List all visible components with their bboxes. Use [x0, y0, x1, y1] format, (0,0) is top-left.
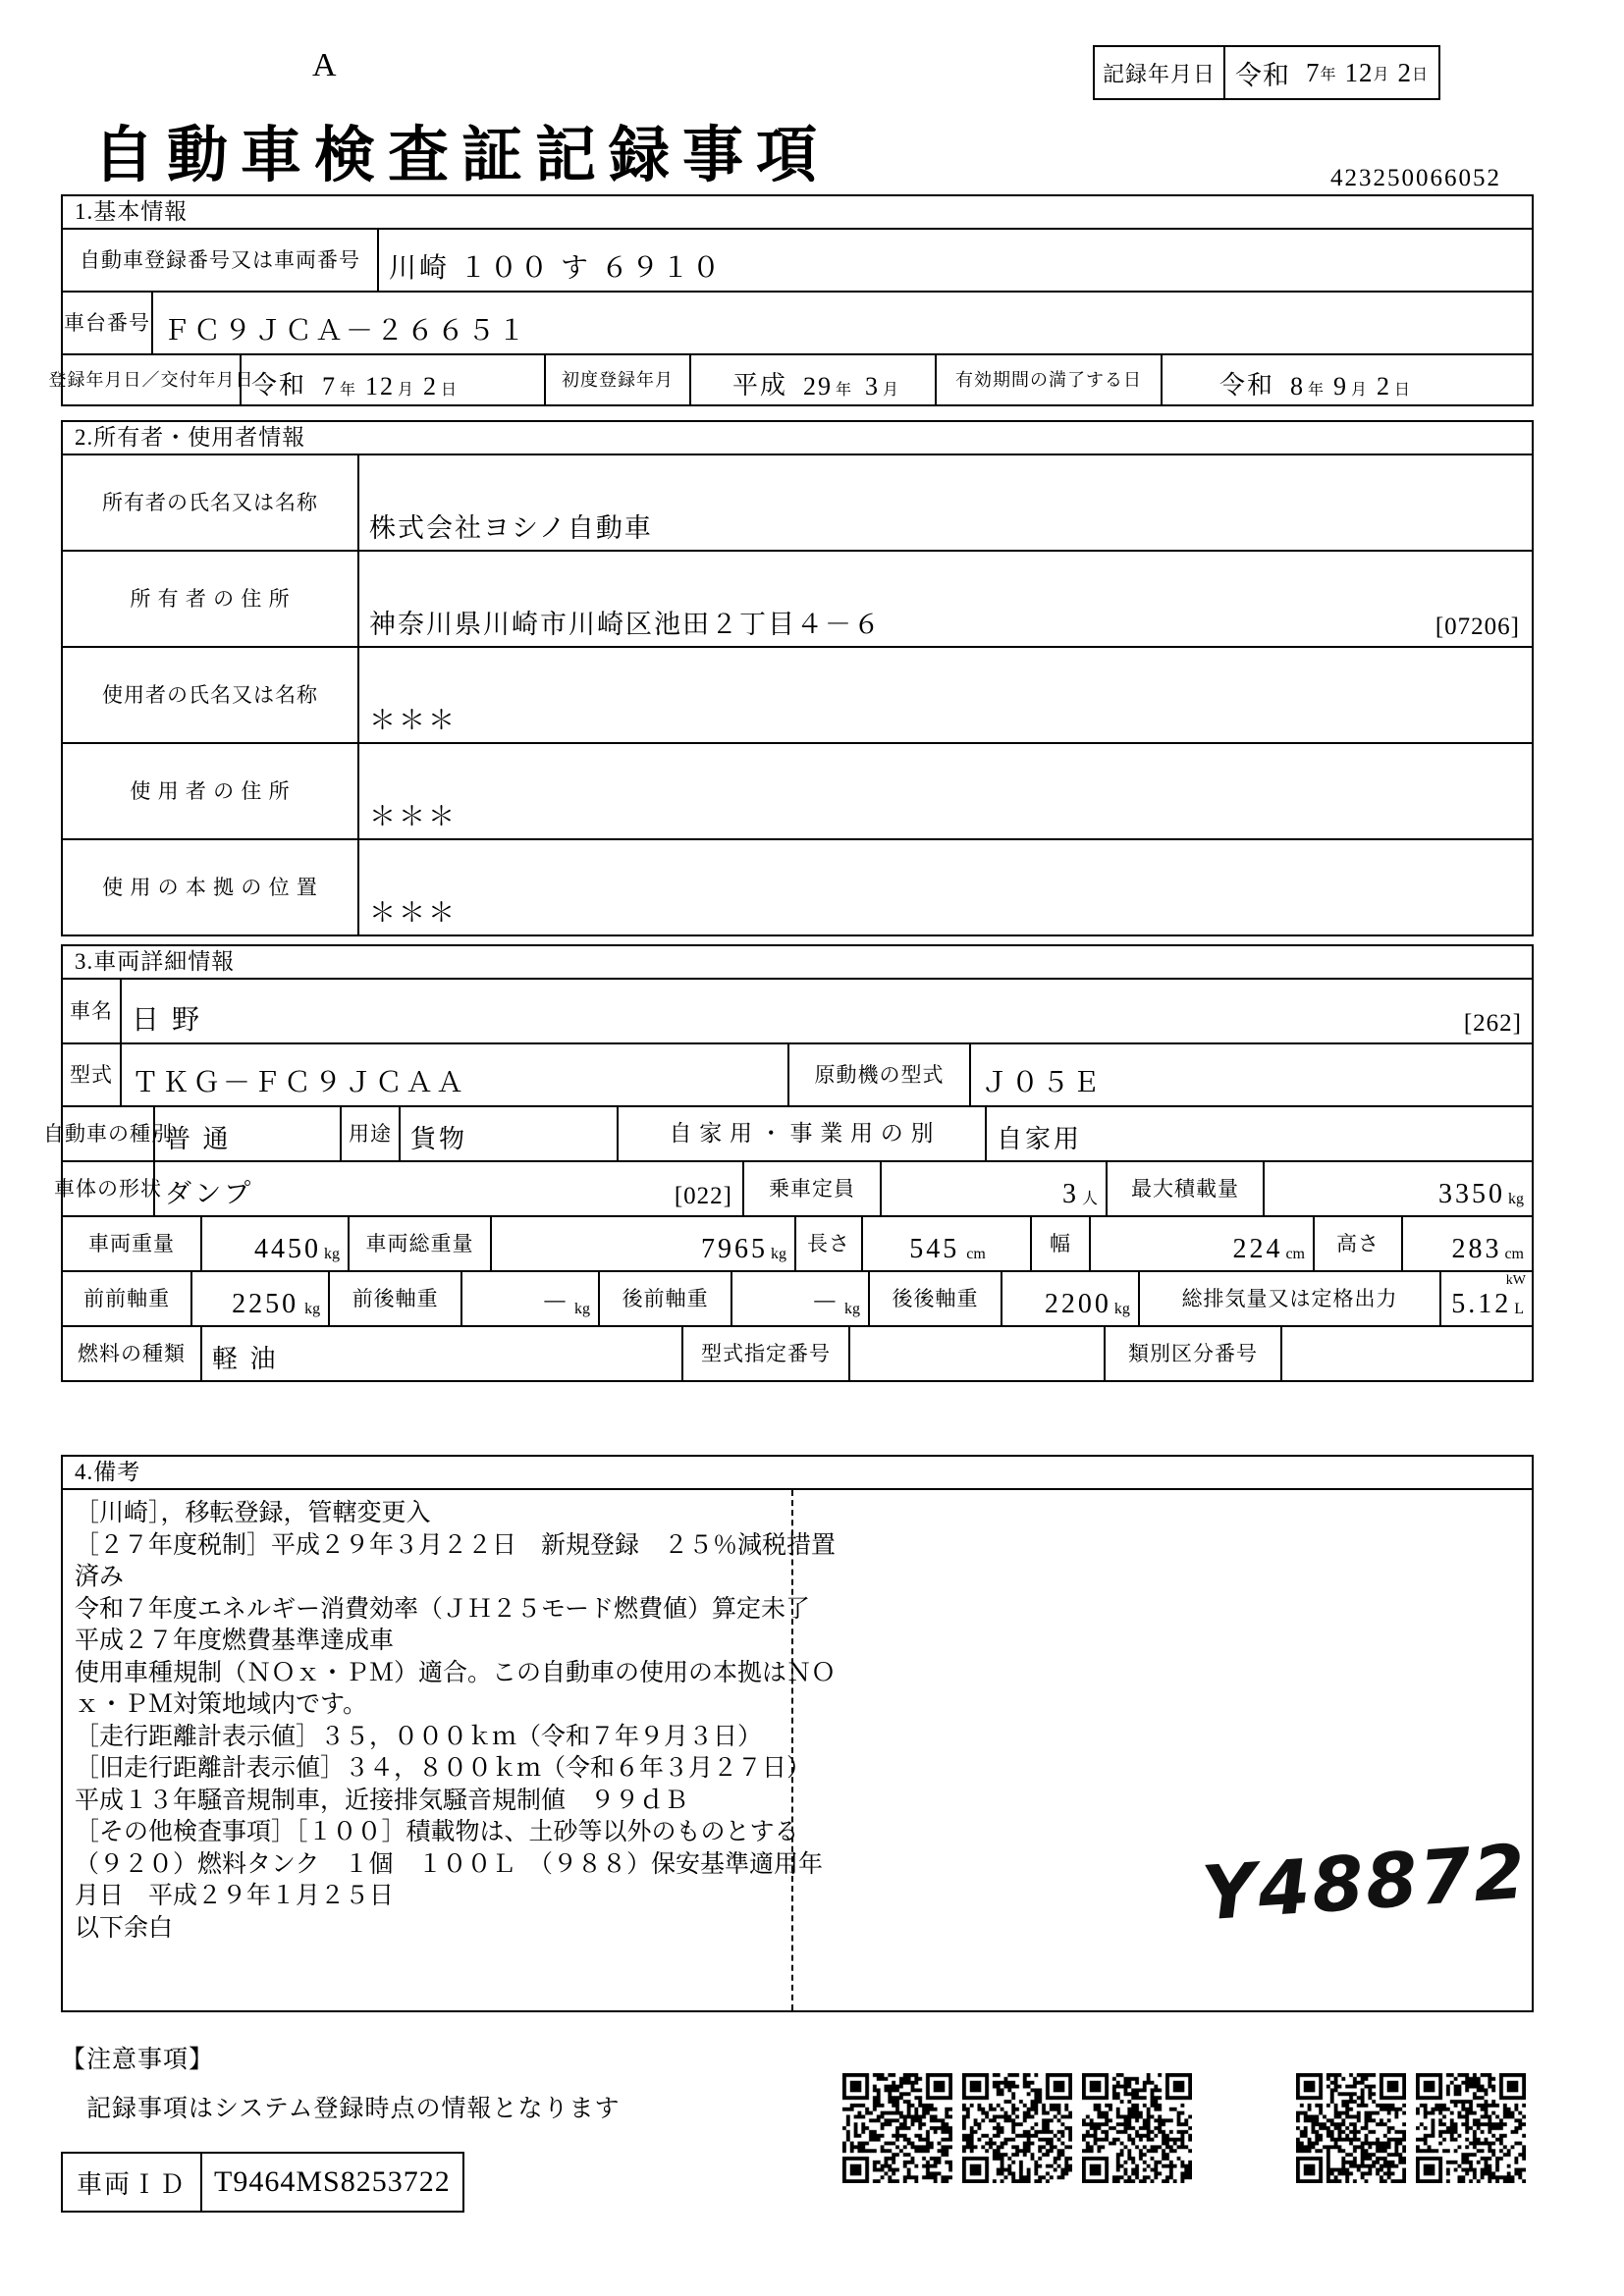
body-shape-code: [022] [674, 1183, 732, 1210]
make-code: [262] [1463, 1010, 1522, 1038]
document-header [0, 0, 1624, 191]
rr-axle-unit: kg [1113, 1301, 1130, 1318]
notice-title: 【注意事項】 [61, 2047, 215, 2073]
qr-code [842, 2073, 952, 2183]
exp-era: 令和 [1219, 371, 1275, 400]
vehicle-kind-value: 普 通 [165, 1125, 232, 1154]
form-mark-a: A [312, 47, 338, 83]
body-shape-value: ダンプ [165, 1179, 254, 1209]
remarks-line: ［川崎］，移転登録，管轄変更入 [75, 1500, 431, 1527]
gross-weight-value [492, 1234, 794, 1270]
seats-unit: 人 [1081, 1191, 1098, 1208]
notice-text: 記録事項はシステム登録時点の情報となります [86, 2096, 621, 2122]
class-division-value [1282, 1375, 1532, 1380]
width-label: 幅 [1050, 1232, 1071, 1256]
section-basic-info [48, 194, 1534, 406]
front-front-axle-label: 前前軸重 [83, 1287, 171, 1311]
displacement-number: 5.12 [1451, 1289, 1512, 1320]
qr-code-group-right [1296, 2073, 1526, 2183]
base-location-value: ＊＊＊ [369, 898, 458, 929]
weight-dimensions-row [63, 1217, 1532, 1272]
dates-row [48, 355, 1532, 404]
owner-address-label: 所 有 者 の 住 所 [130, 587, 291, 612]
document-number: 423250066052 [1330, 165, 1501, 191]
length-value [863, 1234, 1030, 1270]
section3-heading: 3.車両詳細情報 [63, 946, 1532, 980]
remarks-line: ［２７年度税制］平成２９年３月２２日 新規登録 ２５％減税措置 [75, 1531, 837, 1559]
fuel-type-label: 燃料の種類 [78, 1342, 186, 1366]
owner-name-code [1514, 545, 1532, 550]
width-number: 224 [1232, 1234, 1283, 1265]
user-address-row [63, 744, 1532, 840]
model-label: 型式 [70, 1063, 113, 1088]
record-date-month: 12 [1344, 57, 1374, 87]
rr-axle-number: 2200 [1044, 1289, 1111, 1320]
section4-heading: 4.備考 [63, 1457, 1532, 1490]
displacement-value [1441, 1289, 1532, 1325]
ff-axle-number: 2250 [232, 1289, 299, 1320]
chassis-number-label: 車台番号 [64, 311, 150, 336]
remarks-line: 月日 平成２９年１月２５日 [75, 1883, 395, 1910]
section1-heading: 1.基本情報 [63, 196, 1532, 230]
private-business-label: 自 家 用 ・ 事 業 用 の 別 [669, 1121, 935, 1147]
use-label: 用途 [349, 1122, 392, 1147]
first-registration-value [691, 365, 935, 404]
qr-code-area [0, 2061, 1624, 2209]
gross-weight-unit: kg [771, 1246, 786, 1263]
month-unit: 月 [1373, 66, 1390, 83]
registration-number-label: 自動車登録番号又は車両番号 [80, 248, 360, 273]
record-date-day: 2 [1397, 57, 1413, 87]
qr-code [1082, 2073, 1192, 2183]
make-value: 日 野 [132, 1005, 203, 1037]
vehicle-id-label: 車両ＩＤ [63, 2154, 202, 2211]
base-location-row [63, 840, 1532, 934]
first-era: 平成 [732, 371, 788, 400]
ff-axle-unit: kg [304, 1301, 321, 1318]
user-name-label: 使用者の氏名又は名称 [102, 683, 318, 708]
user-name-value: ＊＊＊ [369, 706, 458, 736]
first-month: 3 [865, 372, 881, 401]
gross-weight-number: 7965 [701, 1234, 768, 1265]
make-label: 車名 [70, 999, 113, 1024]
exp-day: 2 [1377, 372, 1392, 401]
rear-rear-axle-value [1002, 1289, 1138, 1325]
height-value [1403, 1234, 1532, 1270]
first-registration-label: 初度登録年月 [562, 370, 674, 391]
chassis-number-row [63, 293, 1532, 355]
rf-axle-unit: kg [843, 1301, 860, 1318]
displacement-label: 総排気量又は定格出力 [1181, 1287, 1398, 1311]
front-rear-axle-value [462, 1281, 598, 1325]
remarks-text [63, 1490, 1532, 2010]
owner-address-code: [07206] [1435, 614, 1520, 641]
fuel-type-value: 軽 油 [212, 1345, 279, 1374]
expiry-date-value [1163, 365, 1532, 404]
remarks-line: 令和７年度エネルギー消費効率（ＪＨ２５モード燃費値）算定未了 [75, 1595, 811, 1623]
height-unit: cm [1504, 1246, 1524, 1263]
seating-capacity-label: 乗車定員 [769, 1177, 855, 1201]
remarks-line: ［走行距離計表示値］３５，０００ｋｍ（令和７年９月３日） [75, 1723, 763, 1750]
base-location-label: 使 用 の 本 拠 の 位 置 [102, 876, 318, 900]
gross-weight-label: 車両総重量 [365, 1232, 474, 1256]
max-load-unit: kg [1508, 1191, 1524, 1208]
front-rear-axle-label: 前後軸重 [352, 1287, 439, 1311]
remarks-body-container [63, 1490, 1532, 2010]
max-load-number: 3350 [1438, 1179, 1505, 1210]
exp-day-unit: 日 [1394, 382, 1411, 400]
section-vehicle-details [43, 944, 1534, 1382]
exp-year-unit: 年 [1308, 382, 1325, 400]
reg-day-unit: 日 [441, 382, 458, 400]
qr-code [962, 2073, 1072, 2183]
qr-code [1416, 2073, 1526, 2183]
vehicle-weight-number: 4450 [254, 1234, 321, 1265]
remarks-line: 済み [75, 1564, 125, 1591]
vehicle-weight-unit: kg [324, 1246, 340, 1263]
front-front-axle-value [192, 1289, 328, 1325]
registration-date-value [242, 365, 544, 404]
fr-axle-unit: kg [574, 1301, 591, 1318]
registration-date-label: 登録年月日／交付年月日 [48, 370, 254, 391]
first-year-unit: 年 [836, 382, 852, 400]
first-month-unit: 月 [883, 382, 899, 400]
private-business-value: 自家用 [997, 1125, 1083, 1154]
owner-address-row [63, 552, 1532, 648]
length-unit: cm [966, 1246, 986, 1263]
type-designation-label: 型式指定番号 [701, 1342, 831, 1366]
record-date-value [1225, 47, 1438, 98]
owner-name-label: 所有者の氏名又は名称 [102, 491, 318, 515]
user-name-row [63, 648, 1532, 744]
seats-number: 3 [1061, 1179, 1079, 1210]
page-title: 自動車検査証記録事項 [93, 123, 831, 189]
axle-weights-row [63, 1272, 1532, 1327]
vehicle-kind-label: 自動車の種別 [43, 1122, 173, 1147]
registration-number-row [63, 230, 1532, 293]
use-value: 貨物 [410, 1125, 468, 1154]
reg-month-unit: 月 [398, 382, 414, 400]
vehicle-id-value: T9464MS8253722 [214, 2165, 451, 2198]
rear-rear-axle-label: 後後軸重 [892, 1287, 979, 1311]
max-load-label: 最大積載量 [1131, 1177, 1239, 1201]
owner-name-value: 株式会社ヨシノ自動車 [369, 513, 653, 544]
expiry-date-label: 有効期間の満了する日 [955, 370, 1142, 391]
qr-code [1296, 2073, 1406, 2183]
record-date-era: 令和 [1235, 60, 1291, 90]
make-row [63, 980, 1532, 1044]
record-date-year: 7 [1306, 57, 1321, 87]
engine-model-value: Ｊ０５Ｅ [981, 1068, 1104, 1099]
section-owner-user-info [61, 420, 1534, 936]
type-designation-value [850, 1375, 1104, 1380]
model-row [63, 1044, 1532, 1107]
rear-front-axle-label: 後前軸重 [622, 1287, 709, 1311]
body-shape-label: 車体の形状 [54, 1177, 162, 1201]
year-unit: 年 [1320, 66, 1337, 83]
registration-number-value: 川崎 １００ す ６９１０ [389, 253, 724, 285]
displacement-unit-kw: kW [1505, 1273, 1526, 1289]
length-label: 長さ [807, 1232, 850, 1256]
class-division-label: 類別区分番号 [1128, 1342, 1258, 1366]
day-unit: 日 [1412, 66, 1430, 83]
section-remarks [61, 1455, 1534, 2012]
fr-axle-number: － [541, 1288, 572, 1319]
engine-model-label: 原動機の型式 [814, 1063, 945, 1088]
remarks-line: 使用車種規制（ＮＯｘ・ＰＭ）適合。この自動車の使用の本拠はＮＯ [75, 1659, 837, 1686]
remarks-line: 平成１３年騒音規制車，近接排気騒音規制値 ９９ｄＢ [75, 1787, 689, 1814]
height-label: 高さ [1336, 1232, 1380, 1256]
handwritten-note: Y48872 [1199, 1827, 1531, 1938]
first-year: 29 [803, 372, 834, 401]
reg-day: 2 [423, 372, 439, 401]
exp-year: 8 [1290, 372, 1306, 401]
remarks-line: ［旧走行距離計表示値］３４，８００ｋｍ（令和６年３月２７日） [75, 1755, 812, 1783]
reg-year-unit: 年 [340, 382, 356, 400]
seating-capacity-value [882, 1179, 1106, 1215]
remarks-line: ｘ・ＰＭ対策地域内です。 [75, 1691, 368, 1719]
reg-month: 12 [365, 372, 396, 401]
remarks-line: （９２０）燃料タンク １個 １００Ｌ （９８８）保安基準適用年 [75, 1850, 824, 1878]
owner-address-value: 神奈川県川崎市川崎区池田２丁目４－６ [369, 610, 882, 640]
displacement-unit: L [1514, 1301, 1524, 1318]
remarks-line: 平成２７年度燃費基準達成車 [75, 1628, 395, 1655]
vehicle-weight-value [202, 1234, 348, 1270]
vehicle-weight-label: 車両重量 [88, 1232, 175, 1256]
record-date-box [1093, 45, 1440, 100]
user-address-value: ＊＊＊ [369, 802, 458, 832]
section2-heading: 2.所有者・使用者情報 [63, 422, 1532, 455]
max-load-value [1265, 1179, 1532, 1215]
length-number: 545 [909, 1234, 960, 1265]
width-value [1091, 1234, 1313, 1270]
fuel-designation-row [63, 1327, 1532, 1380]
reg-era: 令和 [251, 371, 307, 400]
reg-year: 7 [322, 372, 338, 401]
owner-name-row [63, 455, 1532, 552]
rf-axle-number: － [810, 1288, 841, 1319]
model-value: ＴＫＧ－ＦＣ９ＪＣＡＡ [132, 1068, 467, 1099]
exp-month: 9 [1333, 372, 1349, 401]
chassis-number-value: ＦＣ９ＪＣＡ－２６６５１ [163, 316, 529, 347]
record-date-label: 記録年月日 [1095, 47, 1225, 98]
rear-front-axle-value [732, 1281, 868, 1325]
remarks-line: 以下余白 [75, 1914, 174, 1942]
width-unit: cm [1285, 1246, 1305, 1263]
kind-use-row [43, 1107, 1532, 1162]
qr-code-group-left [842, 2073, 1192, 2183]
remarks-line: ［その他検査事項］［１００］積載物は、土砂等以外のものとする [75, 1819, 799, 1846]
height-number: 283 [1451, 1234, 1502, 1265]
user-address-label: 使 用 者 の 住 所 [130, 779, 291, 804]
body-seats-load-row [54, 1162, 1532, 1217]
exp-month-unit: 月 [1351, 382, 1368, 400]
